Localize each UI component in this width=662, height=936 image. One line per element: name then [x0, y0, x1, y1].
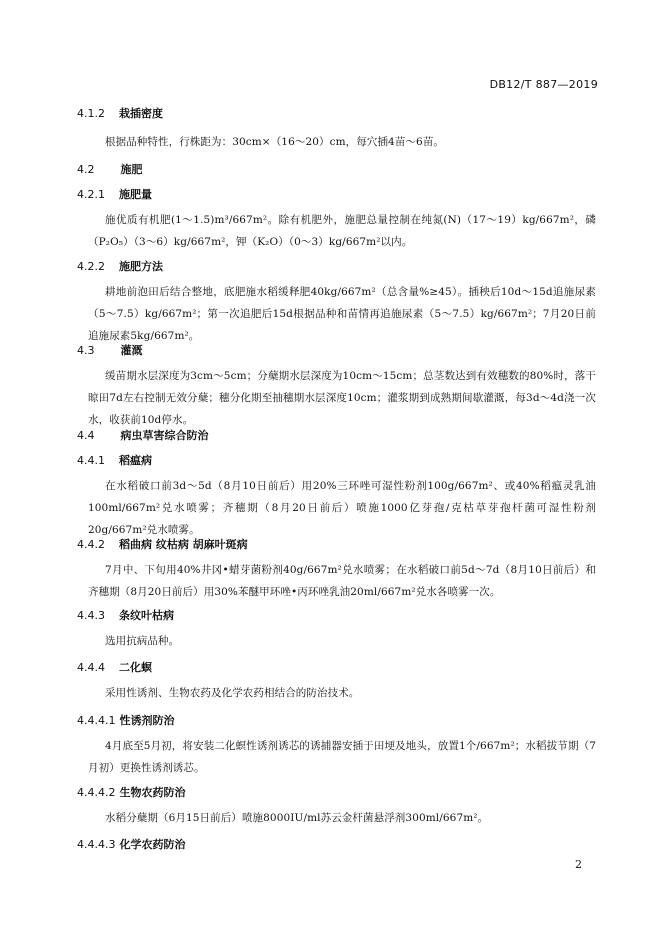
paragraph-false-smut: 7月中、下旬用40%井冈•蜡芽菌粉剂40g/667m²兑水喷雾；在水稻破口前5d～7d（8月10日前后）和齐穗期（8月20日前后）用30%苯醚甲环唑•丙环唑乳油20ml/667m²兑水各喷雾一次。 — [88, 564, 596, 598]
heading-4-1-2 — [77, 106, 163, 122]
standard-code: DB12/T 887—2019 — [489, 78, 598, 91]
section-number: 4.4.4.2 — [77, 786, 116, 799]
section-title: 施肥量 — [119, 188, 152, 201]
section-number: 4.3 — [77, 344, 95, 357]
section-title: 施肥 — [120, 163, 143, 176]
heading-4-4-1 — [77, 453, 152, 469]
paragraph-fertilizer-method: 耕地前泡田后结合整地，底肥施水稻缓释肥40kg/667m²（总含量%≥45）。插秧后10d～15d追施尿素（5～7.5）kg/667m²；第一次追肥后15d根据品种和苗情再追施尿素（5～7.5）kg/667m²；7月20日前追施尿素5kg/667m²。 — [88, 286, 596, 342]
section-number: 4.4.4 — [77, 661, 105, 674]
section-title: 化学农药防治 — [119, 838, 186, 851]
section-title: 稻曲病 纹枯病 胡麻叶斑病 — [119, 538, 248, 551]
section-title: 灌溉 — [120, 344, 143, 357]
heading-4-2-1 — [77, 187, 152, 203]
section-number: 4.2 — [77, 163, 95, 176]
heading-4-4 — [77, 428, 209, 444]
section-title: 病虫草害综合防治 — [120, 429, 209, 442]
paragraph-irrigation: 缓苗期水层深度为3cm～5cm；分蘖期水层深度为10cm～15cm；总茎数达到有效穗数的80%时，落干晾田7d左右控制无效分蘖；穗分化期至抽穗期水层深度10cm；灌浆期到成熟期间歇灌溉，每3d～4d浇一次水，收获前10d停水。 — [88, 370, 596, 426]
section-number: 4.4 — [77, 429, 95, 442]
heading-4-4-4-1 — [77, 713, 174, 729]
heading-4-4-3 — [77, 608, 174, 624]
paragraph-planting-density: 根据品种特性，行株距为：30cm×（16～20）cm，每穴插4苗～6苗。 — [105, 136, 445, 148]
heading-4-2-2 — [77, 259, 163, 275]
section-number: 4.4.4.1 — [77, 714, 116, 727]
section-title: 施肥方法 — [119, 260, 163, 273]
heading-4-4-4 — [77, 660, 152, 676]
section-title: 栽插密度 — [119, 107, 163, 120]
paragraph-bio-pesticide: 水稻分蘖期（6月15日前后）喷施8000IU/ml苏云金杆菌悬浮剂300ml/667m²。 — [105, 812, 489, 824]
heading-4-3 — [77, 343, 143, 359]
heading-4-2 — [77, 162, 143, 178]
section-number: 4.4.1 — [77, 454, 105, 467]
paragraph-rice-blast: 在水稻破口前3d～5d（8月10日前后）用20%三环唑可湿性粉剂100g/667m²、或40%稻瘟灵乳油100ml/667m²兑水喷雾；齐穗期（8月20日前后）喷施1000亿芽孢/克枯草芽孢杆菌可湿性粉剂20g/667m²兑水喷雾。 — [88, 480, 596, 536]
heading-4-4-4-3 — [77, 837, 185, 853]
section-title: 稻瘟病 — [119, 454, 152, 467]
section-number: 4.1.2 — [77, 107, 105, 120]
section-number: 4.4.4.3 — [77, 838, 116, 851]
section-number: 4.2.2 — [77, 260, 105, 273]
section-title: 二化螟 — [119, 661, 152, 674]
paragraph-pheromone: 4月底至5月初，将安装二化螟性诱剂诱芯的诱捕器安插于田埂及地头，放置1个/667m²；水稻拔节期（7月初）更换性诱剂诱芯。 — [88, 740, 596, 774]
section-title: 条纹叶枯病 — [119, 609, 174, 622]
paragraph-stem-borer: 采用性诱剂、生物农药及化学农药相结合的防治技术。 — [105, 687, 360, 699]
paragraph-fertilizer-amount: 施优质有机肥(1～1.5)m³/667m²。除有机肥外，施肥总量控制在纯氮(N)（17～19）kg/667m²，磷（P₂O₅）（3～6）kg/667m²，钾（K₂O）（0～3）kg/667m²以内。 — [88, 214, 596, 248]
paragraph-stripe-disease: 选用抗病品种。 — [105, 635, 180, 647]
heading-4-4-2 — [77, 537, 248, 553]
section-number: 4.4.2 — [77, 538, 105, 551]
section-title: 生物农药防治 — [119, 786, 186, 799]
heading-4-4-4-2 — [77, 785, 185, 801]
page-number: 2 — [575, 858, 582, 871]
section-title: 性诱剂防治 — [119, 714, 175, 727]
section-number: 4.4.3 — [77, 609, 105, 622]
section-number: 4.2.1 — [77, 188, 105, 201]
